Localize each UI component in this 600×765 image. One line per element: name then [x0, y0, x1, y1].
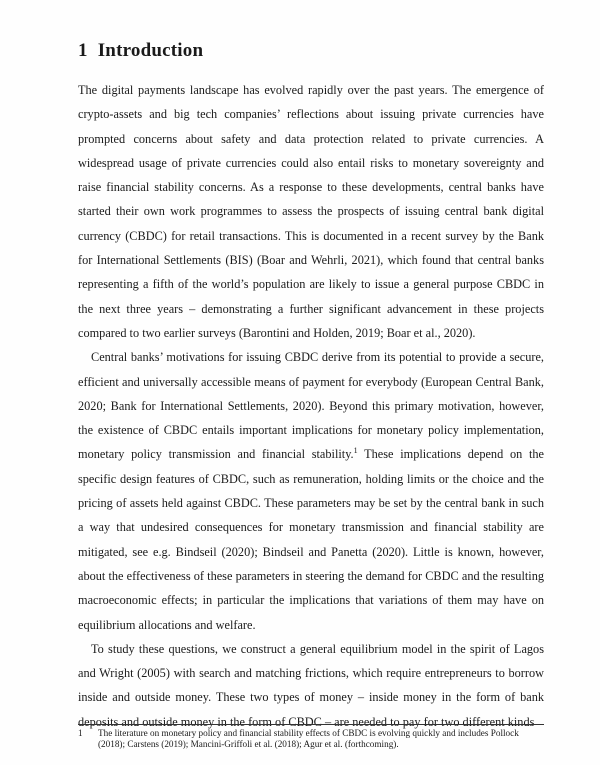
footnote [78, 728, 544, 750]
paragraph-1: The digital payments landscape has evolved rapidly over the past years. The emergence of crypto-assets and big tech companies’ reflections about issuing private currencies have prompted concerns about safety and data protection related to private currencies. A widespread usage of private currencies could also entail risks to monetary sovereignty and raise financial stability concerns. As a response to these developments, central banks have started their own work programmes to assess the prospects of issuing central bank digital currency (CBDC) for retail transactions. This is documented in a recent survey by the Bank for International Settlements (BIS) (Boar and Wehrli, 2021), which found that central banks representing a fifth of the world’s population are likely to issue a general purpose CBDC in the next three years – demonstrating a further significant advancement in these projects compared to two earlier surveys (Barontini and Holden, 2019; Boar et al., 2020). [78, 83, 544, 340]
paragraph-2 [78, 345, 544, 637]
footnote-text: The literature on monetary policy and financial stability effects of CBDC is evolving quickly and includes Pollock (2018); Carstens (2019); Mancini-Griffoli et al. (2018); Agur et al. (forthcoming). [98, 728, 519, 749]
footnote-mark[interactable]: 1 [353, 446, 358, 456]
section-number: 1 [78, 40, 88, 61]
footnote-number: 1 [78, 728, 83, 738]
body-text [78, 78, 544, 734]
section-title: Introduction [97, 40, 204, 61]
paragraph-2-part-2: These implications depend on the specific design features of CBDC, such as remuneration, holding limits or the choice and the pricing of assets held against CBDC. These parameters may be set by the central bank in such a way that undesired consequences for monetary transmission and financial stability are mitigated, see e.g. Bindseil (2020); Bindseil and Panetta (2020). Little is known, however, about the effectiveness of these parameters in steering the demand for CBDC and the resulting macroeconomic effects; in particular the implications that variations of them may have on equilibrium allocations and welfare. [78, 447, 544, 632]
paragraph-2-part-1: Central banks’ motivations for issuing CBDC derive from its potential to provide a secure, efficient and universally accessible means of payment for everybody (European Central Bank, 2020; Bank for International Settlements, 2020). Beyond this primary motivation, however, the existence of CBDC entails important implications for monetary policy implementation, monetary policy transmission and financial stability. [78, 350, 544, 462]
section-heading [78, 40, 203, 62]
paragraph-3: To study these questions, we construct a general equilibrium model in the spirit of Lagos and Wright (2005) with search and matching frictions, which require entrepreneurs to borrow inside and outside money. These two types of money – inside money in the form of bank deposits and outside money in the form of CBDC – are needed to pay for two different kinds [78, 641, 544, 729]
footnote-rule [78, 724, 544, 725]
